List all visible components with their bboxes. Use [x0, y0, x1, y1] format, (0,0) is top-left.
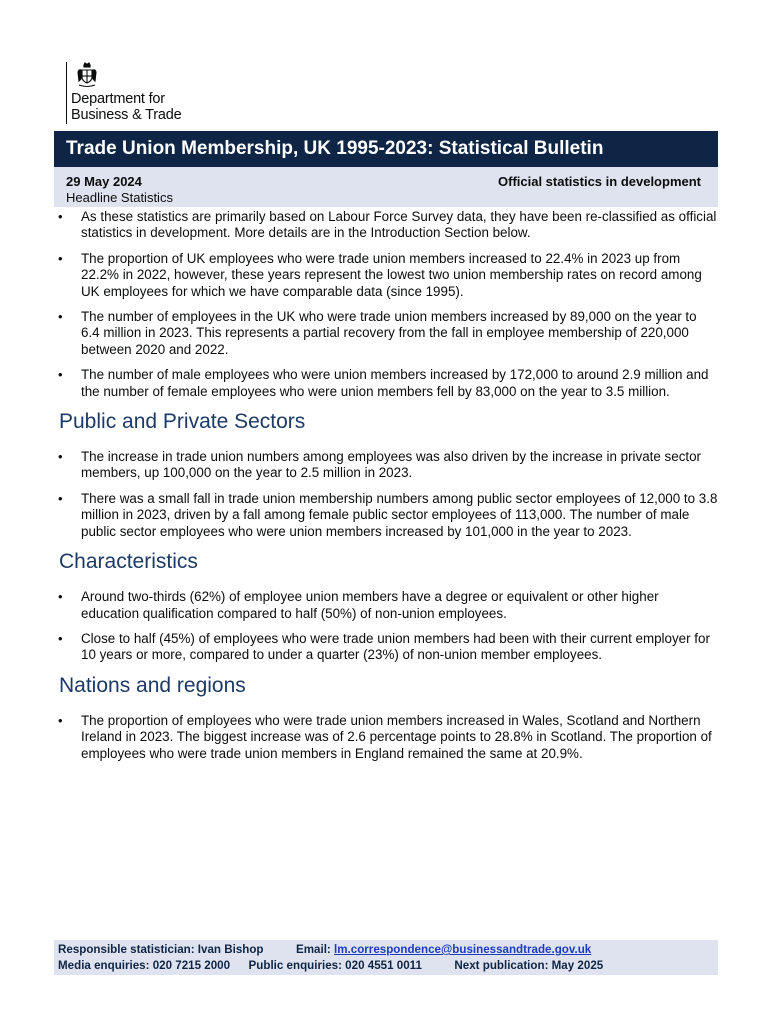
list-item [54, 713, 718, 762]
bulletin-footer [54, 940, 718, 975]
royal-crest-icon [75, 62, 99, 88]
bullet-icon: • [58, 250, 63, 266]
list-item-text: The number of male employees who were union members increased by 172,000 to around 2.9 million and the number of female employees who were union members fell by 83,000 on the year to 3.5 million. [81, 367, 709, 399]
bullet-icon: • [58, 630, 63, 646]
list-item [54, 589, 718, 622]
list-item-text: Close to half (45%) of employees who were trade union members had been with their current employer for 10 years or more, compared to under a quarter (23%) of non-union member employees. [81, 630, 710, 663]
publication-date: 29 May 2024 [66, 174, 142, 189]
bulletin-body [54, 209, 718, 771]
list-item-text: As these statistics are primarily based on Labour Force Survey data, they have been re-classified as official statistics in development. More details are in the Introduction Section below. [81, 209, 717, 241]
public-private-bullet-list [54, 449, 718, 540]
department-name-line2: Business & Trade [71, 106, 182, 123]
responsible-statistician: Responsible statistician: Ivan Bishop [58, 943, 264, 956]
bullet-icon: • [58, 589, 63, 605]
bullet-icon: • [58, 490, 63, 506]
list-item [54, 449, 718, 482]
department-name-line1: Department for [71, 91, 165, 107]
bullet-icon: • [58, 449, 63, 465]
email-label: Email: [295, 943, 331, 956]
list-item [54, 367, 718, 400]
bullet-icon: • [58, 209, 63, 224]
bullet-icon: • [58, 712, 63, 728]
media-enquiries: Media enquiries: 020 7215 2000 [58, 959, 231, 972]
section-heading-public-private: Public and Private Sectors [59, 410, 306, 434]
list-item-text: The proportion of employees who were trade union members increased in Wales, Scotland and Northern Ireland in 2023. The biggest increase was of 2.6 percentage points to 28.8% in Scotland. The proportion of employees who were trade union members in England remained the same at 20.9%. [81, 712, 712, 761]
email-link[interactable]: lm.correspondence@businessandtrade.gov.uk [334, 943, 592, 956]
list-item [54, 491, 718, 540]
public-enquiries: Public enquiries: 020 4551 0011 [248, 959, 422, 972]
bullet-icon: • [58, 309, 63, 325]
list-item [54, 631, 718, 664]
department-name [71, 92, 231, 123]
list-item-text: There was a small fall in trade union membership numbers among public sector employees of 12,000 to 3.8 million in 2023, driven by a fall among female public sector employees of 113,000. The number of male public sector employees who were union members increased by 101,000 in the year to 2023. [81, 490, 718, 539]
list-item-text: Around two-thirds (62%) of employee union members have a degree or equivalent or other higher education qualification compared to half (50%) of non-union employees. [81, 589, 659, 621]
characteristics-bullet-list [54, 589, 718, 664]
statistics-status: Official statistics in development [498, 174, 701, 189]
department-logo [66, 62, 182, 124]
bulletin-title: Trade Union Membership, UK 1995-2023: Statistical Bulletin [54, 131, 718, 167]
list-item-text: The increase in trade union numbers among employees was also driven by the increase in private sector members, up 100,000 on the year to 2.5 million in 2023. [81, 449, 702, 481]
list-item [54, 251, 718, 300]
section-heading-nations-regions: Nations and regions [59, 673, 246, 697]
section-heading-characteristics: Characteristics [59, 550, 198, 574]
headline-statistics-label: Headline Statistics [66, 190, 173, 205]
nations-regions-bullet-list [54, 713, 718, 762]
headline-bullet-list [54, 209, 718, 400]
footer-enquiries-row [58, 959, 603, 972]
list-item [54, 309, 718, 358]
list-item [54, 209, 718, 242]
next-publication: Next publication: May 2025 [454, 959, 604, 972]
bullet-icon: • [58, 367, 63, 383]
list-item-text: The proportion of UK employees who were trade union members increased to 22.4% in 2023 up from 22.2% in 2022, however, these years represent the lowest two union membership rates on record among UK employees for which we have comparable data (since 1995). [81, 250, 702, 299]
bulletin-meta-bar [54, 167, 718, 207]
list-item-text: The number of employees in the UK who were trade union members increased by 89,000 on the year to 6.4 million in 2023. This represents a partial recovery from the fall in employee membership of 220,000 between 2020 and 2022. [81, 309, 697, 357]
footer-contact-row [58, 943, 591, 956]
